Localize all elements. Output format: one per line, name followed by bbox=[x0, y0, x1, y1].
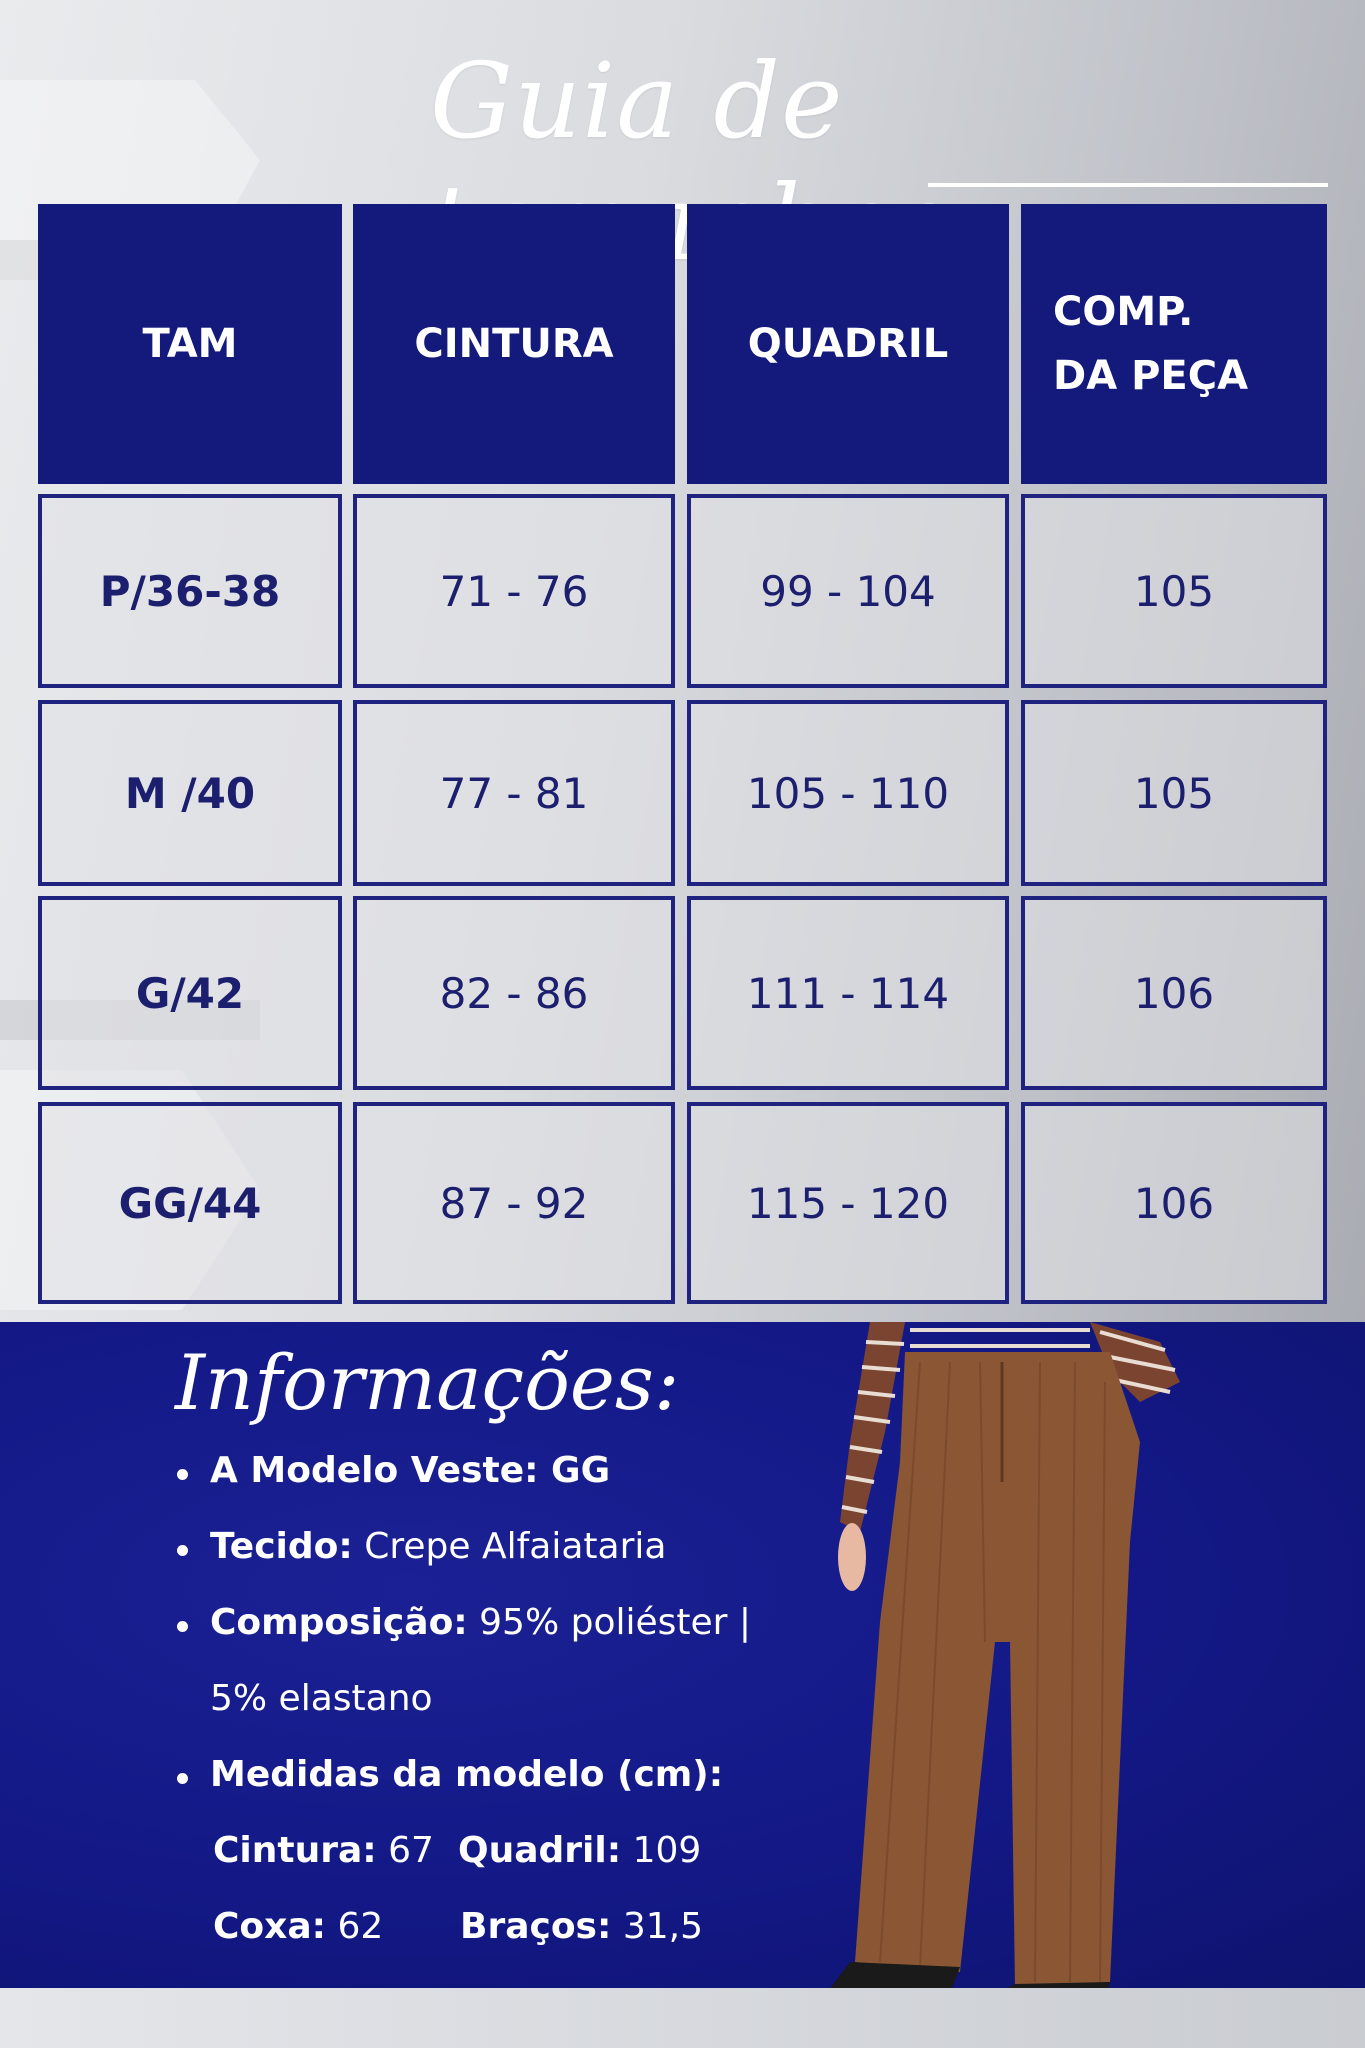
header-quadril: QUADRIL bbox=[687, 204, 1009, 484]
info-quadril: Quadril: 109 bbox=[458, 1830, 702, 1871]
cell-quadril: 105 - 110 bbox=[687, 700, 1009, 886]
cell-quadril: 115 - 120 bbox=[687, 1102, 1009, 1304]
cell-comprimento: 106 bbox=[1021, 896, 1327, 1090]
info-medidas: Medidas da modelo (cm): bbox=[210, 1754, 724, 1795]
cell-comprimento: 105 bbox=[1021, 494, 1327, 688]
bottom-strip bbox=[0, 1988, 1365, 2048]
model-photo bbox=[810, 1322, 1210, 2022]
cell-tam: P/36-38 bbox=[38, 494, 342, 688]
title-underline bbox=[928, 183, 1328, 187]
cell-cintura: 77 - 81 bbox=[353, 700, 675, 886]
info-composicao: Composição: 95% poliéster | bbox=[210, 1602, 752, 1643]
cell-tam: M /40 bbox=[38, 700, 342, 886]
header-tam: TAM bbox=[38, 204, 342, 484]
hand bbox=[838, 1523, 866, 1591]
cell-cintura: 82 - 86 bbox=[353, 896, 675, 1090]
cell-cintura: 87 - 92 bbox=[353, 1102, 675, 1304]
info-bracos: Braços: 31,5 bbox=[460, 1906, 703, 1947]
info-coxa: Coxa: 62 bbox=[213, 1906, 384, 1947]
cell-quadril: 111 - 114 bbox=[687, 896, 1009, 1090]
pants bbox=[855, 1352, 1140, 1987]
info-cintura: Cintura: 67 bbox=[213, 1830, 434, 1871]
bullet bbox=[177, 1469, 188, 1480]
info-modelo-veste: A Modelo Veste: GG bbox=[210, 1450, 611, 1491]
bullet bbox=[177, 1621, 188, 1632]
info-tecido: Tecido: Crepe Alfaiataria bbox=[210, 1526, 667, 1567]
page-title: Guia de bbox=[430, 40, 844, 162]
cell-tam: GG/44 bbox=[38, 1102, 342, 1304]
background-shape bbox=[0, 240, 40, 280]
bullet bbox=[177, 1773, 188, 1784]
bullet bbox=[177, 1545, 188, 1556]
info-composicao-cont: 5% elastano bbox=[210, 1678, 433, 1719]
header-comprimento: COMP. DA PEÇA bbox=[1021, 204, 1327, 484]
info-title: Informações: bbox=[175, 1338, 680, 1427]
header-cintura: CINTURA bbox=[353, 204, 675, 484]
cell-comprimento: 105 bbox=[1021, 700, 1327, 886]
cell-cintura: 71 - 76 bbox=[353, 494, 675, 688]
cell-comprimento: 106 bbox=[1021, 1102, 1327, 1304]
cell-tam: G/42 bbox=[38, 896, 342, 1090]
cell-quadril: 99 - 104 bbox=[687, 494, 1009, 688]
